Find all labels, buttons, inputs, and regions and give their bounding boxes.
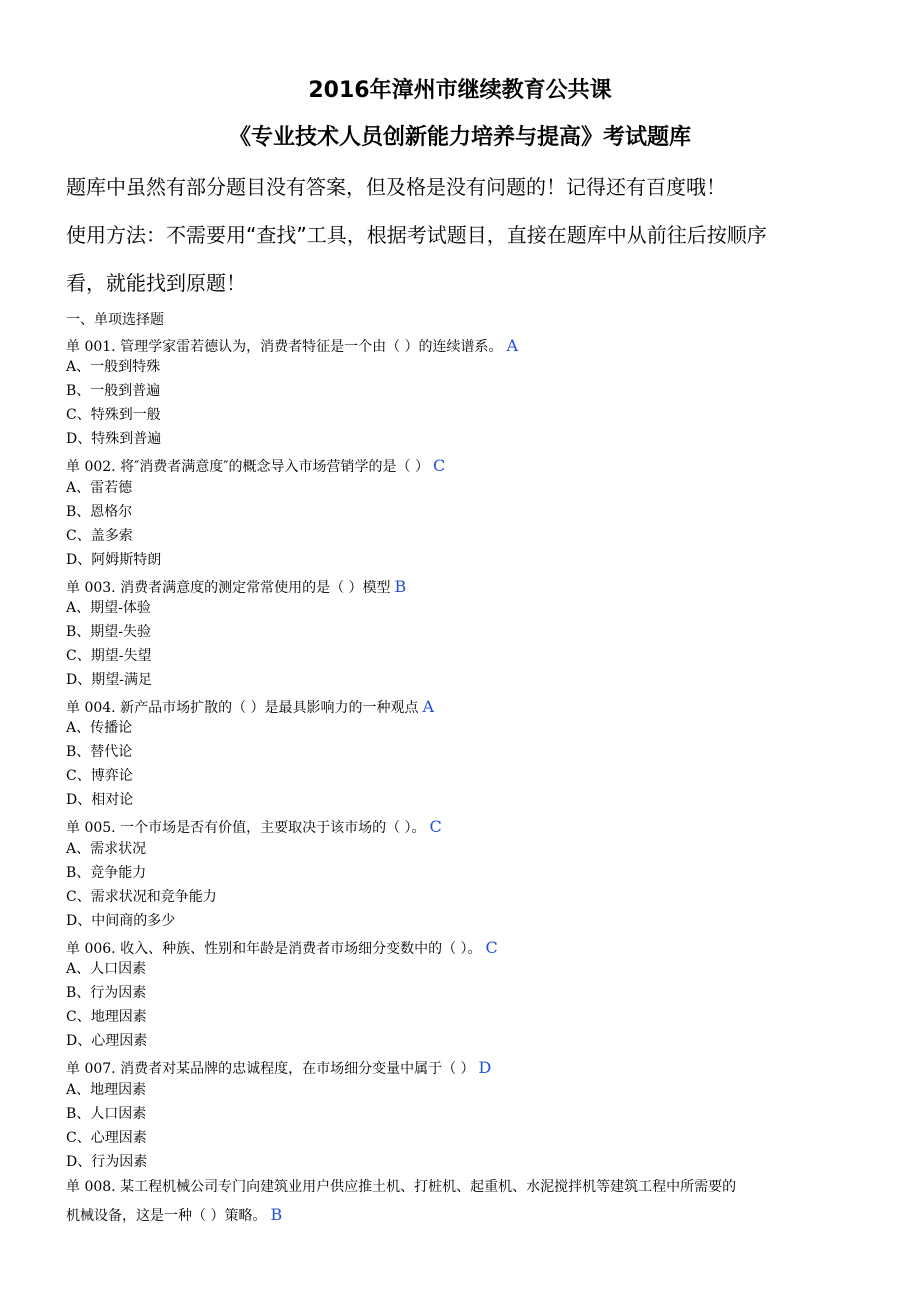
- question-stem-continued: [66, 1205, 282, 1226]
- question-text: 单 003. 消费者满意度的测定常常使用的是（ ）模型: [66, 580, 391, 596]
- question-option: B、一般到普遍: [66, 383, 161, 399]
- question-option: D、相对论: [66, 792, 134, 808]
- question-text: 机械设备，这是一种（ ）策略。: [66, 1208, 267, 1224]
- answer-key: B: [394, 577, 407, 596]
- question-stem: [66, 577, 406, 598]
- question-text: 单 004. 新产品市场扩散的（ ）是最具影响力的一种观点: [66, 700, 419, 716]
- answer-key: C: [429, 817, 442, 836]
- question-stem: [66, 1177, 736, 1197]
- question-option: A、期望-体验: [66, 600, 151, 616]
- question-option: C、期望-失望: [66, 648, 152, 664]
- document-title-line2: 《专业技术人员创新能力培养与提高》考试题库: [228, 125, 691, 150]
- question-option: C、盖多索: [66, 528, 133, 544]
- answer-key: A: [506, 336, 519, 355]
- question-option: B、行为因素: [66, 985, 147, 1001]
- question-option: C、心理因素: [66, 1130, 147, 1146]
- question-text: 单 007. 消费者对某品牌的忠诚程度，在市场细分变量中属于（ ）: [66, 1061, 475, 1077]
- question-option: A、雷若德: [66, 480, 133, 496]
- question-option: D、特殊到普遍: [66, 431, 162, 447]
- document-title-line1: 2016年漳州市继续教育公共课: [308, 78, 612, 103]
- question-option: A、地理因素: [66, 1082, 147, 1098]
- question-stem: [66, 697, 434, 718]
- question-option: B、恩格尔: [66, 504, 133, 520]
- question-option: A、传播论: [66, 720, 133, 736]
- question-option: B、人口因素: [66, 1106, 147, 1122]
- answer-key: D: [478, 1058, 492, 1077]
- question-option: A、人口因素: [66, 961, 147, 977]
- question-option: C、特殊到一般: [66, 407, 161, 423]
- question-option: A、一般到特殊: [66, 359, 161, 375]
- question-option: D、期望-满足: [66, 672, 152, 688]
- answer-key: C: [432, 456, 446, 475]
- question-stem: [66, 1058, 491, 1079]
- question-option: D、心理因素: [66, 1033, 148, 1049]
- answer-key: B: [270, 1205, 283, 1224]
- question-option: B、竞争能力: [66, 865, 147, 881]
- answer-key: C: [485, 938, 498, 957]
- question-option: B、替代论: [66, 744, 133, 760]
- answer-key: A: [422, 697, 435, 716]
- question-option: D、行为因素: [66, 1154, 148, 1170]
- question-option: C、地理因素: [66, 1009, 147, 1025]
- question-text: 单 008. 某工程机械公司专门向建筑业用户供应推土机、打桩机、起重机、水泥搅拌机等建筑工程中所需要的: [66, 1179, 737, 1195]
- question-stem: [66, 817, 442, 838]
- question-stem: [66, 456, 445, 477]
- question-option: C、博弈论: [66, 768, 133, 784]
- question-option: D、阿姆斯特朗: [66, 552, 162, 568]
- intro-text-line1: 题库中虽然有部分题目没有答案，但及格是没有问题的！记得还有百度哦！: [66, 175, 726, 199]
- intro-text-line2: 使用方法：不需要用“查找”工具，根据考试题目，直接在题库中从前往后按顺序: [66, 223, 767, 247]
- question-stem: [66, 336, 518, 357]
- question-text: 单 006. 收入、种族、性别和年龄是消费者市场细分变数中的（ ）。: [66, 941, 482, 957]
- question-text: 单 002. 将″消费者满意度″的概念导入市场营销学的是（ ）: [66, 459, 429, 475]
- question-option: D、中间商的多少: [66, 913, 176, 929]
- question-option: B、期望-失验: [66, 624, 152, 640]
- question-option: C、需求状况和竞争能力: [66, 889, 217, 905]
- question-option: A、需求状况: [66, 841, 147, 857]
- question-stem: [66, 938, 498, 959]
- intro-text-line3: 看，就能找到原题！: [66, 271, 246, 295]
- question-text: 单 005. 一个市场是否有价值，主要取决于该市场的（ ）。: [66, 820, 426, 836]
- question-text: 单 001. 管理学家雷若德认为，消费者特征是一个由（ ）的连续谱系。: [66, 339, 503, 355]
- section-heading: 一、单项选择题: [66, 312, 164, 328]
